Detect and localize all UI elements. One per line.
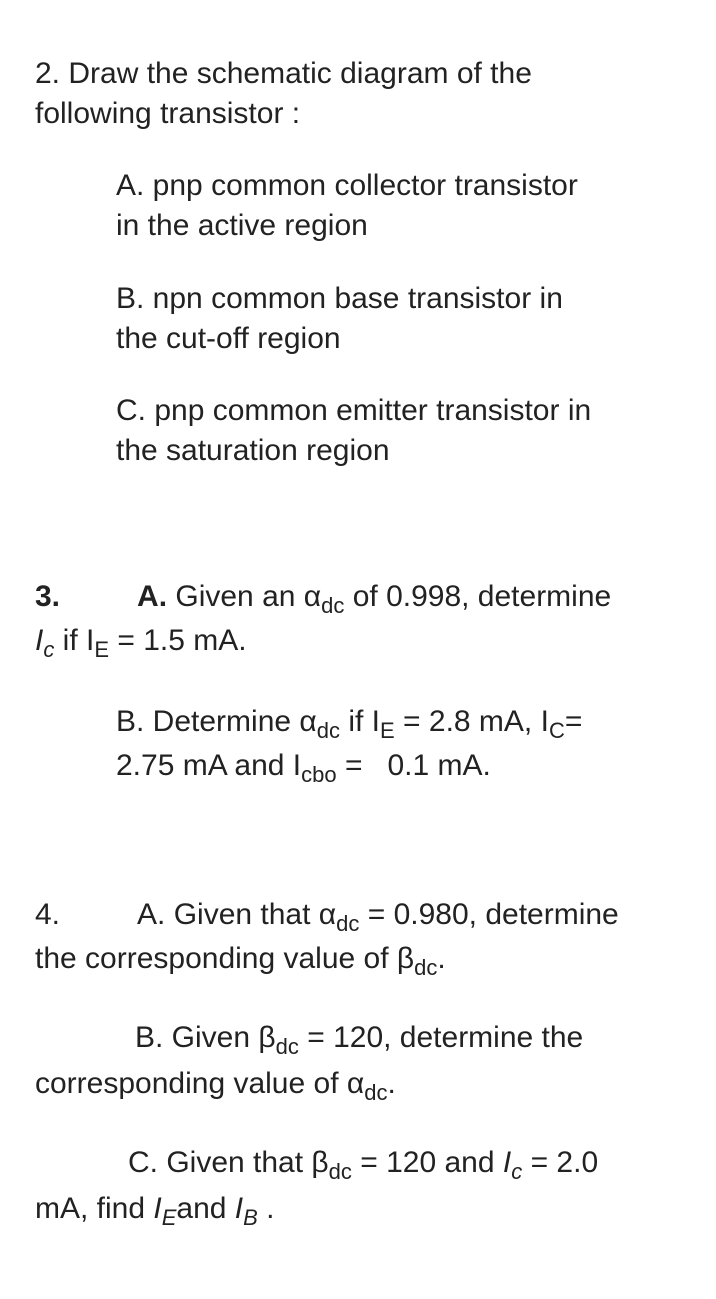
q4-c-text-1: C. Given that β bbox=[128, 1146, 329, 1179]
q3-b-text-3: = 2.8 mA, I bbox=[394, 705, 549, 738]
q3-a-line-1 bbox=[35, 575, 611, 619]
q4-c-text-6: . bbox=[257, 1192, 275, 1225]
q3-a-text-4: = 1.5 mA. bbox=[109, 624, 247, 657]
q2-c-line-1: C. pnp common emitter transistor in bbox=[116, 394, 592, 427]
q2-b-line-2: the cut-off region bbox=[116, 322, 341, 355]
q3-b-text-6: = 0.1 mA. bbox=[336, 749, 491, 782]
q2-line-1: 2. Draw the schematic diagram of the bbox=[35, 57, 532, 90]
q3-a-text-3: if I bbox=[54, 624, 95, 657]
q4-a-line-1 bbox=[35, 893, 619, 937]
q4-b-text-3: corresponding value of α bbox=[35, 1067, 365, 1100]
q4-b-text-4: . bbox=[387, 1067, 396, 1100]
q4-c-line-1 bbox=[35, 1140, 598, 1186]
q4-c-text-4: mA, find bbox=[35, 1192, 154, 1225]
q4-b-line-2 bbox=[35, 1061, 583, 1107]
q3-a-text-2: of 0.998, determine bbox=[344, 580, 612, 613]
q4-b-text-1: B. Given β bbox=[135, 1021, 276, 1054]
q2-a-line-2: in the active region bbox=[116, 209, 368, 242]
q3-number: 3. bbox=[35, 580, 61, 613]
question-4-part-a bbox=[35, 893, 619, 981]
q4-c-text-2: = 120 and bbox=[351, 1146, 503, 1179]
q3-b-text-5: 2.75 mA and I bbox=[116, 749, 302, 782]
q4-c-beta-sub: dc bbox=[328, 1159, 352, 1184]
q4-c-line-2 bbox=[35, 1186, 598, 1232]
question-2-part-b bbox=[116, 279, 563, 359]
q3-b-ie-sub: E bbox=[380, 718, 395, 743]
q3-a-text-1: Given an α bbox=[167, 580, 322, 613]
question-2-part-a bbox=[116, 166, 578, 246]
q3-b-text-2: if I bbox=[340, 705, 381, 738]
q3-a-alpha-sub: dc bbox=[321, 593, 345, 618]
question-4-part-b bbox=[35, 1015, 583, 1107]
q4-a-text-2: = 0.980, determine bbox=[359, 898, 619, 931]
q4-c-text-3: = 2.0 bbox=[522, 1146, 599, 1179]
q3-b-alpha-sub: dc bbox=[316, 718, 340, 743]
q2-line-2: following transistor : bbox=[35, 97, 301, 130]
question-4-part-c bbox=[35, 1140, 598, 1232]
q4-c-text-5: and bbox=[176, 1192, 235, 1225]
q4-c-ib-sub: B bbox=[243, 1205, 258, 1230]
q4-number: 4. bbox=[35, 898, 61, 931]
q2-b-line-1: B. npn common base transistor in bbox=[116, 282, 563, 315]
q3-b-line-2 bbox=[116, 744, 582, 788]
q3-b-text-1: B. Determine α bbox=[116, 705, 317, 738]
q3-a-label: A. bbox=[137, 580, 168, 613]
q2-a-line-1: A. pnp common collector transistor bbox=[116, 169, 578, 202]
q4-c-ie: I bbox=[153, 1192, 162, 1225]
q4-a-line-2 bbox=[35, 937, 619, 981]
q3-b-text-4: = bbox=[564, 705, 583, 738]
question-3-part-b bbox=[116, 700, 582, 788]
question-2-part-c bbox=[116, 391, 591, 471]
q4-a-text-1: A. Given that α bbox=[137, 898, 337, 931]
q4-c-ic-sub: c bbox=[511, 1159, 523, 1184]
question-3-part-a bbox=[35, 575, 611, 663]
q2-c-line-2: the saturation region bbox=[116, 434, 390, 467]
question-2-intro bbox=[35, 54, 532, 134]
q4-c-ib: I bbox=[234, 1192, 244, 1225]
q4-b-beta-sub: dc bbox=[275, 1034, 299, 1059]
q4-a-alpha-sub: dc bbox=[336, 911, 360, 936]
q4-a-beta-sub: dc bbox=[414, 955, 438, 980]
q3-a-ic-sub: c bbox=[43, 637, 55, 662]
q3-a-ie-sub: E bbox=[94, 637, 110, 662]
q4-b-alpha-sub: dc bbox=[364, 1080, 388, 1105]
q4-a-text-3: the corresponding value of β bbox=[35, 942, 415, 975]
q4-b-line-1 bbox=[35, 1015, 583, 1061]
q3-b-line-1 bbox=[116, 700, 582, 744]
q3-b-ic-sub: C bbox=[548, 718, 565, 743]
q3-b-icbo-sub: cbo bbox=[301, 762, 337, 787]
q4-a-text-4: . bbox=[437, 942, 446, 975]
q4-c-ie-sub: E bbox=[161, 1205, 177, 1230]
q4-b-text-2: = 120, determine the bbox=[298, 1021, 584, 1054]
q4-c-ic: I bbox=[502, 1146, 512, 1179]
q3-a-line-2 bbox=[35, 619, 611, 663]
q3-a-ic: I bbox=[35, 624, 44, 657]
